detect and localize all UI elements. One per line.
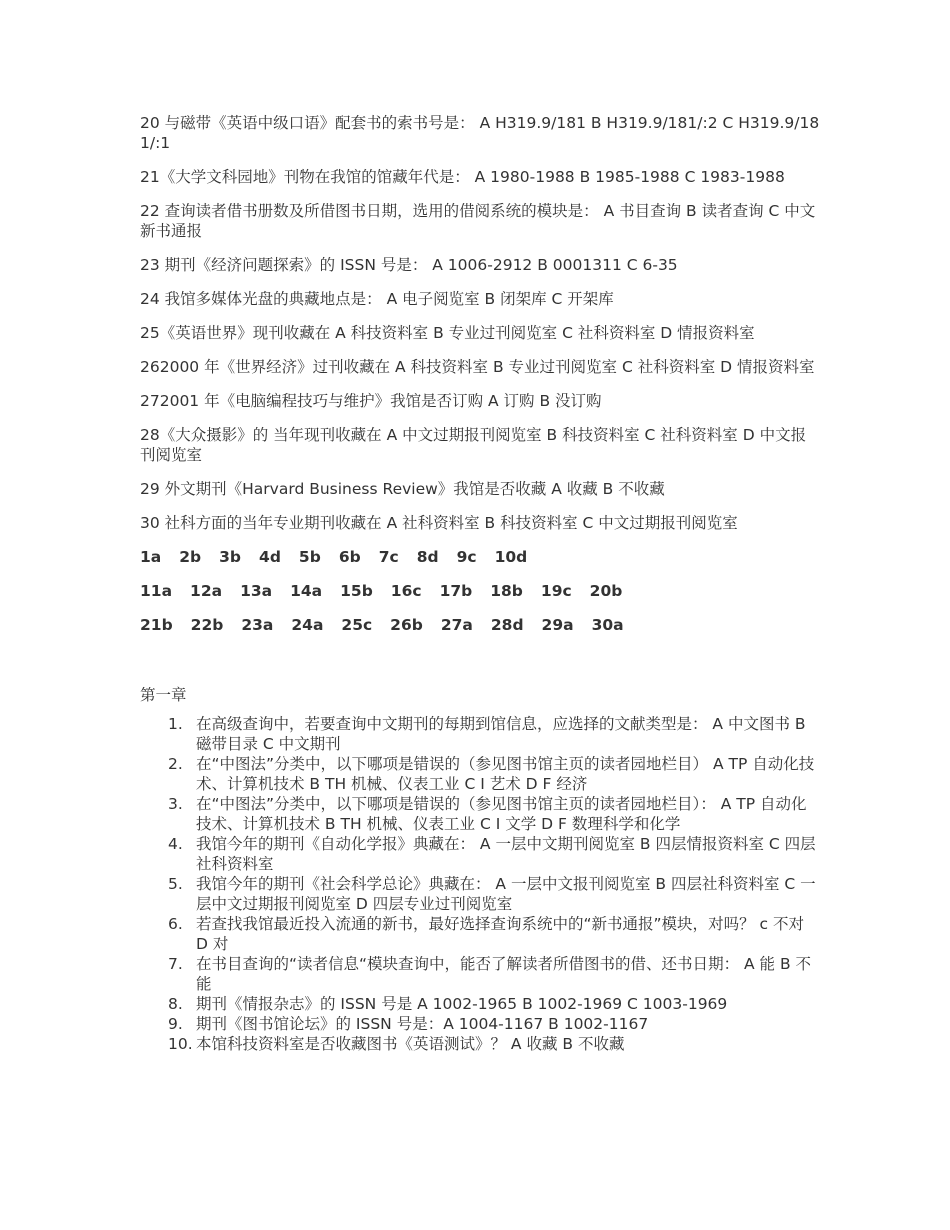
answer-item: 27a [440,616,473,634]
answer-item: 13a [240,582,273,600]
answer-item: 6b [338,548,361,566]
answer-key [140,547,820,635]
question-paragraph: 23 期刊《经济问题探索》的 ISSN 号是： A 1006-2912 B 0001311 C 6-35 [140,256,678,274]
answer-row [140,581,820,601]
question-paragraph: 24 我馆多媒体光盘的典藏地点是： A 电子阅览室 B 闭架库 C 开架库 [140,290,614,308]
question-block [140,113,820,533]
answer-item: 9c [456,548,477,566]
answer-item: 8d [416,548,439,566]
question-paragraph: 20 与磁带《英语中级口语》配套书的索书号是： A H319.9/181 B H319.9/181/:2 C H319.9/181/:1 [140,114,820,152]
answer-item: 24a [291,616,324,634]
document-content [140,113,820,1054]
answer-item: 10d [494,548,528,566]
answer-item: 2b [179,548,202,566]
list-item [168,914,820,954]
question-paragraph: 22 查询读者借书册数及所借图书日期，选用的借阅系统的模块是： A 书目查询 B 读者查询 C 中文新书通报 [140,202,816,240]
answer-row [140,547,820,567]
list-item-text: 期刊《图书馆论坛》的 ISSN 号是：A 1004-1167 B 1002-1167 [196,1015,649,1033]
list-item-text: 在“中图法”分类中，以下哪项是错误的（参见图书馆主页的读者园地栏目）： A TP 自动化技术、计算机技术 B TH 机械、仪表工业 C I 文学 D F 数理科学和化学 [196,795,807,833]
chapter-question-list [140,714,820,1054]
list-item-number: 7. [168,955,183,973]
list-item-text: 我馆今年的期刊《社会科学总论》典藏在： A 一层中文报刊阅览室 B 四层社科资料室 C 一层中文过期报刊阅览室 D 四层专业过刊阅览室 [196,875,816,913]
list-item-number: 5. [168,875,183,893]
answer-item: 30a [591,616,624,634]
list-item-number: 1. [168,715,183,733]
list-item-number: 2. [168,755,183,773]
question-paragraph: 262000 年《世界经济》过刊收藏在 A 科技资料室 B 专业过刊阅览室 C 社科资料室 D 情报资料室 [140,358,815,376]
list-item-number: 8. [168,995,183,1013]
list-item [168,954,820,994]
list-item-number: 4. [168,835,183,853]
list-item [168,754,820,794]
list-item [168,714,820,754]
list-item-text: 在“中图法”分类中，以下哪项是错误的（参见图书馆主页的读者园地栏目） A TP 自动化技术、计算机技术 B TH 机械、仪表工业 C I 艺术 D F 经济 [196,755,815,793]
list-item [168,794,820,834]
question-paragraph: 30 社科方面的当年专业期刊收藏在 A 社科资料室 B 科技资料室 C 中文过期报刊阅览室 [140,514,738,532]
list-item-text: 我馆今年的期刊《自动化学报》典藏在： A 一层中文期刊阅览室 B 四层情报资料室 C 四层社科资料室 [196,835,816,873]
answer-item: 11a [140,582,173,600]
list-item [168,1034,820,1054]
list-item-text: 在书目查询的“读者信息“模块查询中，能否了解读者所借图书的借、还书日期： A 能 B 不能 [196,955,812,993]
list-item-text: 期刊《情报杂志》的 ISSN 号是 A 1002-1965 B 1002-1969 C 1003-1969 [196,995,728,1013]
question-paragraph: 21《大学文科园地》刊物在我馆的馆藏年代是： A 1980-1988 B 1985-1988 C 1983-1988 [140,168,785,186]
answer-item: 26b [390,616,423,634]
list-item-text: 若查找我馆最近投入流通的新书，最好选择查询系统中的“新书通报”模块，对吗？ c 不对 D 对 [196,915,804,953]
answer-item: 12a [190,582,223,600]
answer-item: 7c [378,548,399,566]
answer-item: 25c [341,616,373,634]
answer-item: 21b [140,616,173,634]
answer-item: 4d [259,548,281,566]
list-item-number: 9. [168,1015,183,1033]
list-item-text: 本馆科技资料室是否收藏图书《英语测试》？ A 收藏 B 不收藏 [196,1035,625,1053]
chapter-title: 第一章 [140,686,187,704]
answer-item: 18b [490,582,523,600]
answer-item: 15b [340,582,373,600]
list-item [168,994,820,1014]
list-item [168,1014,820,1034]
list-item-text: 在高级查询中，若要查询中文期刊的每期到馆信息，应选择的文献类型是： A 中文图书 B 磁带目录 C 中文期刊 [196,715,806,753]
list-item-number: 10. [168,1035,193,1053]
answer-item: 22b [190,616,224,634]
answer-item: 17b [439,582,473,600]
answer-item: 19c [540,582,572,600]
question-paragraph: 29 外文期刊《Harvard Business Review》我馆是否收藏 A 收藏 B 不收藏 [140,480,665,498]
answer-item: 3b [219,548,242,566]
list-item [168,874,820,914]
list-item-number: 6. [168,915,183,933]
answer-item: 29a [541,616,574,634]
answer-item: 23a [241,616,274,634]
answer-item: 5b [298,548,321,566]
question-paragraph: 25《英语世界》现刊收藏在 A 科技资料室 B 专业过刊阅览室 C 社科资料室 D 情报资料室 [140,324,755,342]
question-paragraph: 272001 年《电脑编程技巧与维护》我馆是否订购 A 订购 B 没订购 [140,392,602,410]
list-item-number: 3. [168,795,183,813]
answer-item: 20b [589,582,623,600]
answer-item: 28d [490,616,524,634]
question-paragraph: 28《大众摄影》的 当年现刊收藏在 A 中文过期报刊阅览室 B 科技资料室 C 社科资料室 D 中文报刊阅览室 [140,426,807,464]
answer-row [140,615,820,635]
answer-item: 1a [140,548,162,566]
list-item [168,834,820,874]
answer-item: 14a [290,582,323,600]
answer-item: 16c [390,582,422,600]
